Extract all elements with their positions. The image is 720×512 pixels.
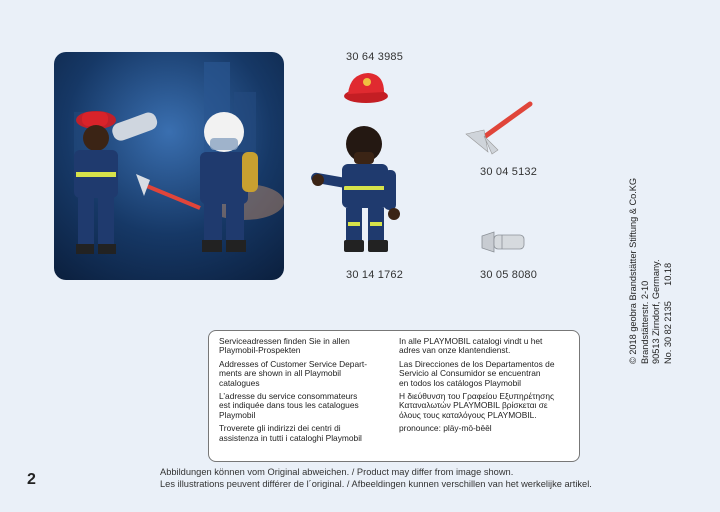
hero-illustration <box>54 52 284 280</box>
disclaimer-line-1: Abbildungen können vom Original abweichen. / Product may differ from image shown. <box>160 467 514 477</box>
info-text-en: Addresses of Customer Service Depart- ments are shown in all Playmobil catalogues <box>219 358 368 388</box>
imprint-city: 90513 Zirndorf, Germany. <box>651 259 661 364</box>
part-number-cap: 30 64 3985 <box>346 51 404 63</box>
hero-axe-icon <box>136 174 200 208</box>
info-column-left <box>219 337 397 447</box>
imprint-copyright: © 2018 geobra Brandstätter Stiftung & Co.KG <box>628 177 638 364</box>
info-text-it: Troverete gli indirizzi dei centri di assistenza in tutti i cataloghi Playmobil <box>219 423 362 443</box>
info-text-fr: L’adresse du service consommateurs est indiquée dans tous les catalogues Playmobil <box>219 391 359 420</box>
fire-cap-icon <box>342 70 390 106</box>
customer-service-box <box>208 330 580 462</box>
info-text-es: Las Direcciones de los Departamentos de Servicio al Consumidor se encuentran en todos los catálogos Playmobil <box>399 358 555 388</box>
info-column-right <box>399 337 577 438</box>
part-number-axe: 30 04 5132 <box>480 166 538 178</box>
disclaimer-line-2: Les illustrations peuvent différer de l´original. / Afbeeldingen kunnen verschillen van het werkelijke artikel. <box>160 479 592 489</box>
page-number: 2 <box>27 471 36 488</box>
hose-nozzle-icon <box>480 226 526 258</box>
firefighter-figure-icon <box>310 122 410 258</box>
info-text-de: Serviceadressen finden Sie in allen Playmobil-Prospekten <box>219 336 350 356</box>
info-text-nl: In alle PLAYMOBIL catalogi vindt u het adres van onze klantendienst. <box>399 336 543 356</box>
part-number-figure: 30 14 1762 <box>346 269 404 281</box>
info-text-pronounce: pronounce: pläy-mō-bēēl <box>399 423 492 434</box>
hero-photo <box>54 52 284 280</box>
imprint-number: No. 30 82 2135 10.18 <box>662 262 673 364</box>
part-number-nozzle: 30 05 8080 <box>480 269 538 281</box>
fire-axe-icon <box>462 100 534 156</box>
imprint-street: Brandstätterstr. 2-10 <box>639 280 650 364</box>
info-text-el: Η διεύθυνση του Γραφείου Εξυπηρέτησης Καταναλωτών PLAYMOBIL βρίσκεται σε όλους τους καταλόγους PLAYMOBIL. <box>399 391 555 420</box>
disclaimer <box>160 466 592 490</box>
imprint <box>628 178 674 364</box>
